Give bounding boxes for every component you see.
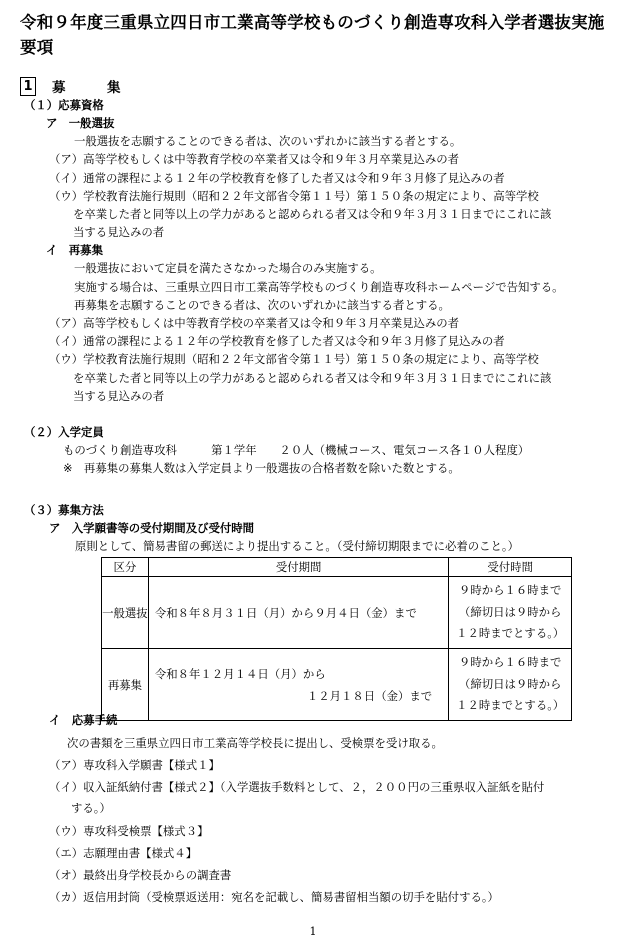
time-line: （締切日は９時から [458,604,562,619]
period-line: 令和８年１２月１４日（月）から [154,666,326,681]
period-line: １２月１８日（金）まで [306,688,433,703]
table-cell-period [148,577,449,649]
section-number: 1 [20,77,36,96]
paragraph-line: ものづくり創造専攻科 第１学年 ２０人（機械コース、電気コース各１０人程度） [63,443,530,457]
subsection-heading: （１）応募資格 [24,98,104,112]
time-line: ９時から１６時まで [458,583,562,598]
time-line: １２時までとする。） [456,626,565,641]
list-item: （ウ）専攻科受検票【様式３】 [49,824,209,838]
section-heading [20,76,135,96]
list-item: （ア）高等学校もしくは中等教育学校の卒業者又は令和９年３月卒業見込みの者 [49,316,460,330]
subsection-heading: （３）募集方法 [24,503,104,517]
paragraph-line: 実施する場合は、三重県立四日市工業高等学校ものづくり創造専攻科ホームページで告知する。 [74,280,564,294]
table-cell-time [449,577,572,649]
paragraph-line: 一般選抜を志願することのできる者は、次のいずれかに該当する者とする。 [74,134,462,148]
item-heading: ア 入学願書等の受付期間及び受付時間 [49,521,255,535]
table-header-cell: 区分 [102,558,149,577]
list-item-continuation: 当する見込みの者 [73,225,165,239]
list-item: （ア）高等学校もしくは中等教育学校の卒業者又は令和９年３月卒業見込みの者 [49,152,460,166]
list-item-continuation: を卒業した者と同等以上の学力があると認められる者又は令和９年３月３１日までにこれに該 [73,207,552,221]
paragraph-line: 原則として、簡易書留の郵送により提出すること。（受付締切期限までに必着のこと。） [75,539,519,553]
list-item: （イ）収入証紙納付書【様式２】（入学選抜手数料として、２，２００円の三重県収入証紙を貼付 [49,780,545,794]
item-heading: イ 再募集 [46,243,103,257]
section-heading-text: 募 集 [52,80,135,96]
table-row [102,577,572,649]
table-cell-kind: 再募集 [102,649,149,721]
page-number: 1 [309,925,317,938]
list-item: （エ）志願理由書【様式４】 [49,846,198,860]
list-item: （ア）専攻科入学願書【様式１】 [49,758,220,772]
list-item-continuation: する。） [71,801,111,815]
time-line: （締切日は９時から [458,676,562,691]
paragraph-line: 一般選抜において定員を満たさなかった場合のみ実施する。 [74,261,382,275]
time-line: ９時から１６時まで [458,655,562,670]
list-item-continuation: を卒業した者と同等以上の学力があると認められる者又は令和９年３月３１日までにこれに該 [73,371,552,385]
list-item: （ウ）学校教育法施行規則（昭和２２年文部省令第１１号）第１５０条の規定により、高等学校 [49,352,539,366]
period-line: 令和８年８月３１日（月）から９月４日（金）まで [154,605,417,620]
page-title: 令和９年度三重県立四日市工業高等学校ものづくり創造専攻科入学者選抜実施要項 [20,13,605,57]
table-cell-period [148,649,449,721]
list-item: （イ）通常の課程による１２年の学校教育を修了した者又は令和９年３月修了見込みの者 [49,171,505,185]
list-item: （カ）返信用封筒（受検票返送用：宛名を記載し、簡易書留相当額の切手を貼付する。） [49,890,499,904]
table-row [102,649,572,721]
list-item: （ウ）学校教育法施行規則（昭和２２年文部省令第１１号）第１５０条の規定により、高等学校 [49,189,539,203]
paragraph-line: 再募集を志願することのできる者は、次のいずれかに該当する者とする。 [74,298,450,312]
paragraph-line: 次の書類を三重県立四日市工業高等学校長に提出し、受検票を受け取る。 [67,736,443,750]
list-item-continuation: 当する見込みの者 [73,389,165,403]
note-line: ※ 再募集の募集人数は入学定員より一般選抜の合格者数を除いた数とする。 [63,461,460,475]
table-header-row [102,558,572,577]
time-line: １２時までとする。） [456,698,565,713]
list-item: （オ）最終出身学校長からの調査書 [49,868,232,882]
subsection-heading: （２）入学定員 [24,425,104,439]
table-cell-time [449,649,572,721]
item-heading: ア 一般選抜 [46,116,115,130]
item-heading: イ 応募手続 [49,713,118,727]
table-header-cell: 受付期間 [148,558,449,577]
table-header-cell: 受付時間 [449,558,572,577]
schedule-table [101,557,572,721]
table-cell-kind: 一般選抜 [102,577,149,649]
list-item: （イ）通常の課程による１２年の学校教育を修了した者又は令和９年３月修了見込みの者 [49,334,505,348]
